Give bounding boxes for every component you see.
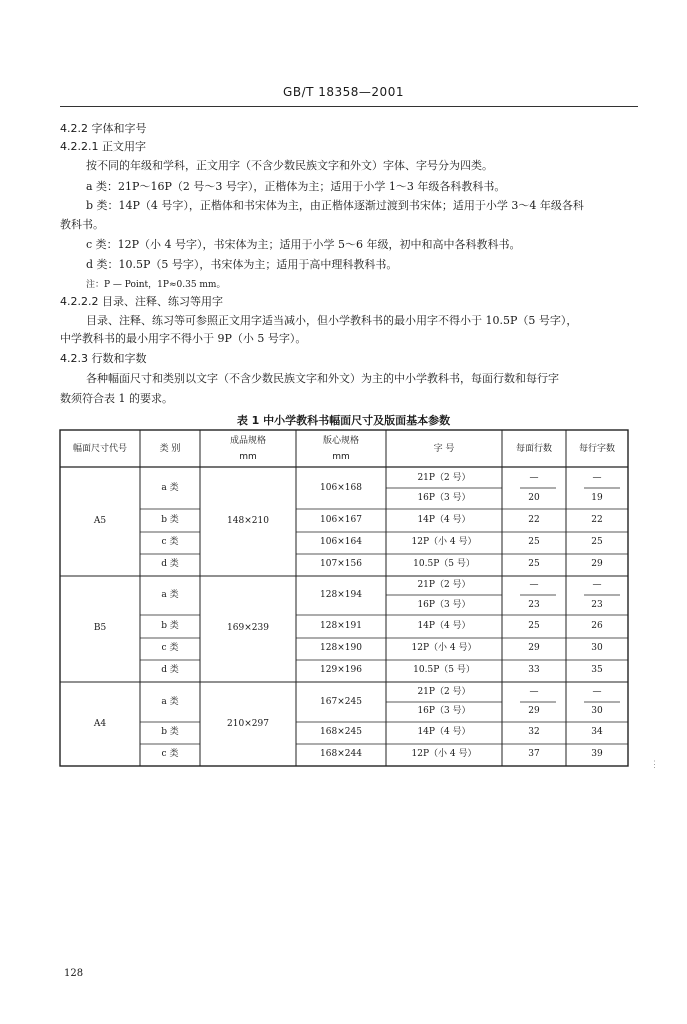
row-font-size: 14P（4 号） [417,621,471,631]
row-lines-per-page: — [529,580,539,590]
row-font-size: 14P（4 号） [417,727,471,737]
header-lines-per-page: 每面行数 [515,444,552,454]
row-class: b 类 [161,515,179,525]
row-lines-per-page: 25 [528,621,540,631]
row-chars-per-line: 39 [591,749,603,759]
row-chars-per-line: 22 [591,515,603,525]
row-chars-per-line: 29 [591,559,603,569]
row-font-size: 12P（小 4 号） [411,643,477,653]
scan-margin-mark: ⋮ [650,760,659,770]
row-chars-per-line: — [592,580,602,590]
row-font-size: 16P（3 号） [417,600,471,610]
row-chars-per-line: 34 [591,727,603,737]
row-lines-per-page: 25 [528,537,540,547]
row-font-size: 14P（4 号） [417,515,471,525]
header-font-size: 字 号 [433,444,455,454]
row-lines-per-page: 37 [528,749,540,759]
row-font-size: 21P（2 号） [417,473,471,483]
finished-size-a5: 148×210 [227,516,269,526]
row-lines-per-page: 23 [528,600,540,610]
row-chars-per-line: — [592,687,602,697]
heading-4-2-2-1: 4.2.2.1 正文用字 [60,140,146,153]
standard-number-header: GB/T 18358—2001 [283,85,404,99]
paragraph-class-c: c 类：12P（小 4 号字），书宋体为主；适用于小学 5～6 年级，初中和高中各科教科书。 [86,238,521,251]
header-core-size: 版心规格 [322,436,359,446]
group-name-a4: A4 [93,719,107,729]
row-core-size: 128×190 [320,643,362,653]
row-font-size: 10.5P（5 号） [413,559,475,569]
header-core-unit: mm [332,452,350,462]
row-class: c 类 [161,537,179,547]
row-lines-per-page: 33 [528,665,540,675]
row-class: b 类 [161,727,179,737]
header-finished-size: 成品规格 [229,436,266,446]
table-caption: 表 1 中小学教科书幅面尺寸及版面基本参数 [236,414,451,427]
heading-4-2-2-2: 4.2.2.2 目录、注释、练习等用字 [60,295,223,308]
heading-4-2-3: 4.2.3 行数和字数 [60,352,147,365]
row-lines-per-page: 29 [528,643,540,653]
row-chars-per-line: — [592,473,602,483]
row-chars-per-line: 25 [591,537,603,547]
row-lines-per-page: — [529,473,539,483]
row-font-size: 10.5P（5 号） [413,665,475,675]
header-size-code: 幅面尺寸代号 [72,444,127,454]
finished-size-b5: 169×239 [227,623,269,633]
row-class: d 类 [161,559,179,569]
paragraph-minimum-size-line1: 目录、注释、练习等可参照正文用字适当减小，但小学教科书的最小用字不得小于 10.5P（5 号字）， [86,314,578,327]
row-font-size: 16P（3 号） [417,493,471,503]
heading-4-2-2: 4.2.2 字体和字号 [60,122,147,135]
page-number: 128 [64,968,84,979]
row-lines-per-page: — [529,687,539,697]
header-class: 类 别 [159,444,181,454]
row-lines-per-page: 22 [528,515,540,525]
row-class: c 类 [161,643,179,653]
row-chars-per-line: 30 [591,706,603,716]
row-class: d 类 [161,665,179,675]
row-core-size: 128×191 [320,621,362,631]
paragraph-class-d: d 类：10.5P（5 号字），书宋体为主；适用于高中理科教科书。 [86,258,398,271]
row-lines-per-page: 25 [528,559,540,569]
row-chars-per-line: 23 [591,600,603,610]
row-lines-per-page: 32 [528,727,540,737]
row-core-size: 128×194 [320,590,362,600]
row-core-size: 106×168 [320,483,362,493]
row-font-size: 12P（小 4 号） [411,749,477,759]
row-core-size: 106×167 [320,515,362,525]
paragraph-class-b-line2: 教科书。 [60,218,104,231]
row-lines-per-page: 29 [528,706,540,716]
paragraph-table-ref-line1: 各种幅面尺寸和类别以文字（不含少数民族文字和外文）为主的中小学教科书，每面行数和每行字 [86,372,559,385]
row-class: a 类 [161,697,179,707]
finished-size-a4: 210×297 [227,719,269,729]
group-name-a5: A5 [93,516,107,526]
header-chars-per-line: 每行字数 [578,444,615,454]
paragraph-class-a: a 类：21P～16P（2 号～3 号字），正楷体为主；适用于小学 1～3 年级各科教科书。 [86,180,506,193]
row-chars-per-line: 35 [591,665,603,675]
row-font-size: 16P（3 号） [417,706,471,716]
row-chars-per-line: 30 [591,643,603,653]
row-chars-per-line: 19 [591,493,603,503]
paragraph-class-b-line1: b 类：14P（4 号字），正楷体和书宋体为主，由正楷体逐渐过渡到书宋体；适用于小学 3～4 年级各科 [86,199,584,212]
row-font-size: 21P（2 号） [417,580,471,590]
row-core-size: 107×156 [320,559,362,569]
group-name-b5: B5 [93,623,107,633]
row-class: a 类 [161,590,179,600]
row-core-size: 129×196 [320,665,362,675]
row-core-size: 167×245 [320,697,362,707]
paragraph-minimum-size-line2: 中学教科书的最小用字不得小于 9P（小 5 号字）。 [60,332,307,345]
row-lines-per-page: 20 [528,493,540,503]
header-finished-unit: mm [239,452,257,462]
row-class: b 类 [161,621,179,631]
row-core-size: 106×164 [320,537,362,547]
row-class: a 类 [161,483,179,493]
row-core-size: 168×244 [320,749,362,759]
row-font-size: 21P（2 号） [417,687,471,697]
row-font-size: 12P（小 4 号） [411,537,477,547]
paragraph-table-ref-line2: 数须符合表 1 的要求。 [60,392,173,405]
paragraph-categories: 按不同的年级和学科，正文用字（不含少数民族文字和外文）字体、字号分为四类。 [86,159,493,172]
row-chars-per-line: 26 [591,621,603,631]
row-class: c 类 [161,749,179,759]
point-unit-note: 注：P — Point，1P≈0.35 mm。 [86,280,226,290]
row-core-size: 168×245 [320,727,362,737]
